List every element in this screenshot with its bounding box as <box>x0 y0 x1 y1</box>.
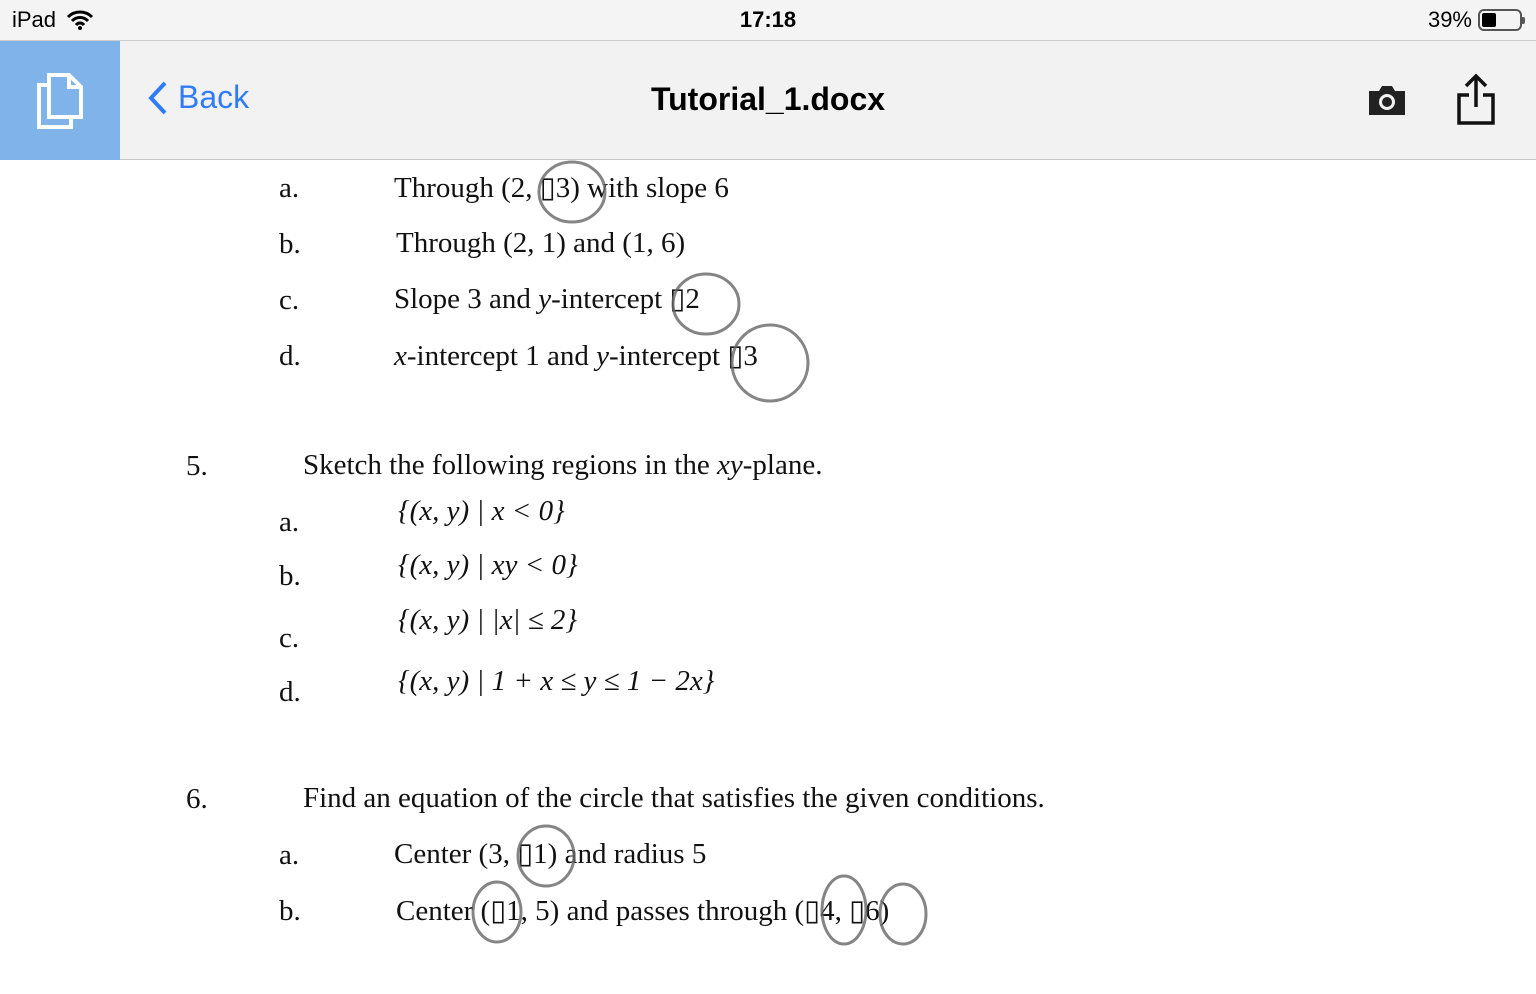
q5a-expr: {(x, y) | x < 0} <box>398 495 565 527</box>
item-label: a. <box>279 172 300 204</box>
q6-text: Find an equation of the circle that satisfies the given conditions. <box>303 782 1045 814</box>
item-label: d. <box>279 340 301 372</box>
back-button[interactable] <box>148 79 249 116</box>
q4d-text: x-intercept 1 and y-intercept ▯3 <box>394 340 758 372</box>
q5c-expr: {(x, y) | |x| ≤ 2} <box>398 604 577 636</box>
item-label: b. <box>279 895 301 927</box>
camera-icon[interactable] <box>1366 83 1408 117</box>
share-icon[interactable] <box>1456 73 1496 125</box>
q5-text: Sketch the following regions in the xy-plane. <box>303 449 823 481</box>
toolbar <box>0 40 1536 160</box>
item-label: b. <box>279 560 301 592</box>
battery-icon <box>1478 9 1522 31</box>
clock: 17:18 <box>739 7 797 32</box>
handwritten-circles <box>0 160 1536 994</box>
document-copy-icon <box>35 71 85 131</box>
question-number: 6. <box>186 783 208 815</box>
item-label: a. <box>279 506 300 538</box>
document-content <box>0 160 1536 994</box>
back-label: Back <box>178 79 250 115</box>
item-label: d. <box>279 676 301 708</box>
documents-button[interactable] <box>0 41 120 160</box>
q4c-text: Slope 3 and y-intercept ▯2 <box>394 283 700 315</box>
chevron-left-icon <box>148 81 168 115</box>
q4a-text: Through (2, ▯3) with slope 6 <box>394 172 729 204</box>
q6a-text: Center (3, ▯1) and radius 5 <box>394 838 707 870</box>
item-label: a. <box>279 839 300 871</box>
q4b-text: Through (2, 1) and (1, 6) <box>396 227 686 259</box>
item-label: b. <box>279 228 301 260</box>
status-bar <box>0 0 1536 40</box>
document-title: Tutorial_1.docx <box>650 81 886 117</box>
device-name: iPad <box>12 7 57 32</box>
item-label: c. <box>279 284 300 316</box>
q5d-expr: {(x, y) | 1 + x ≤ y ≤ 1 − 2x} <box>398 665 715 697</box>
item-label: c. <box>279 622 300 654</box>
question-number: 5. <box>186 450 208 482</box>
q5b-expr: {(x, y) | xy < 0} <box>398 549 578 581</box>
q6b-text: Center (▯1, 5) and passes through (▯4, ▯6) <box>396 895 890 927</box>
battery-percent: 39% <box>1427 7 1472 32</box>
